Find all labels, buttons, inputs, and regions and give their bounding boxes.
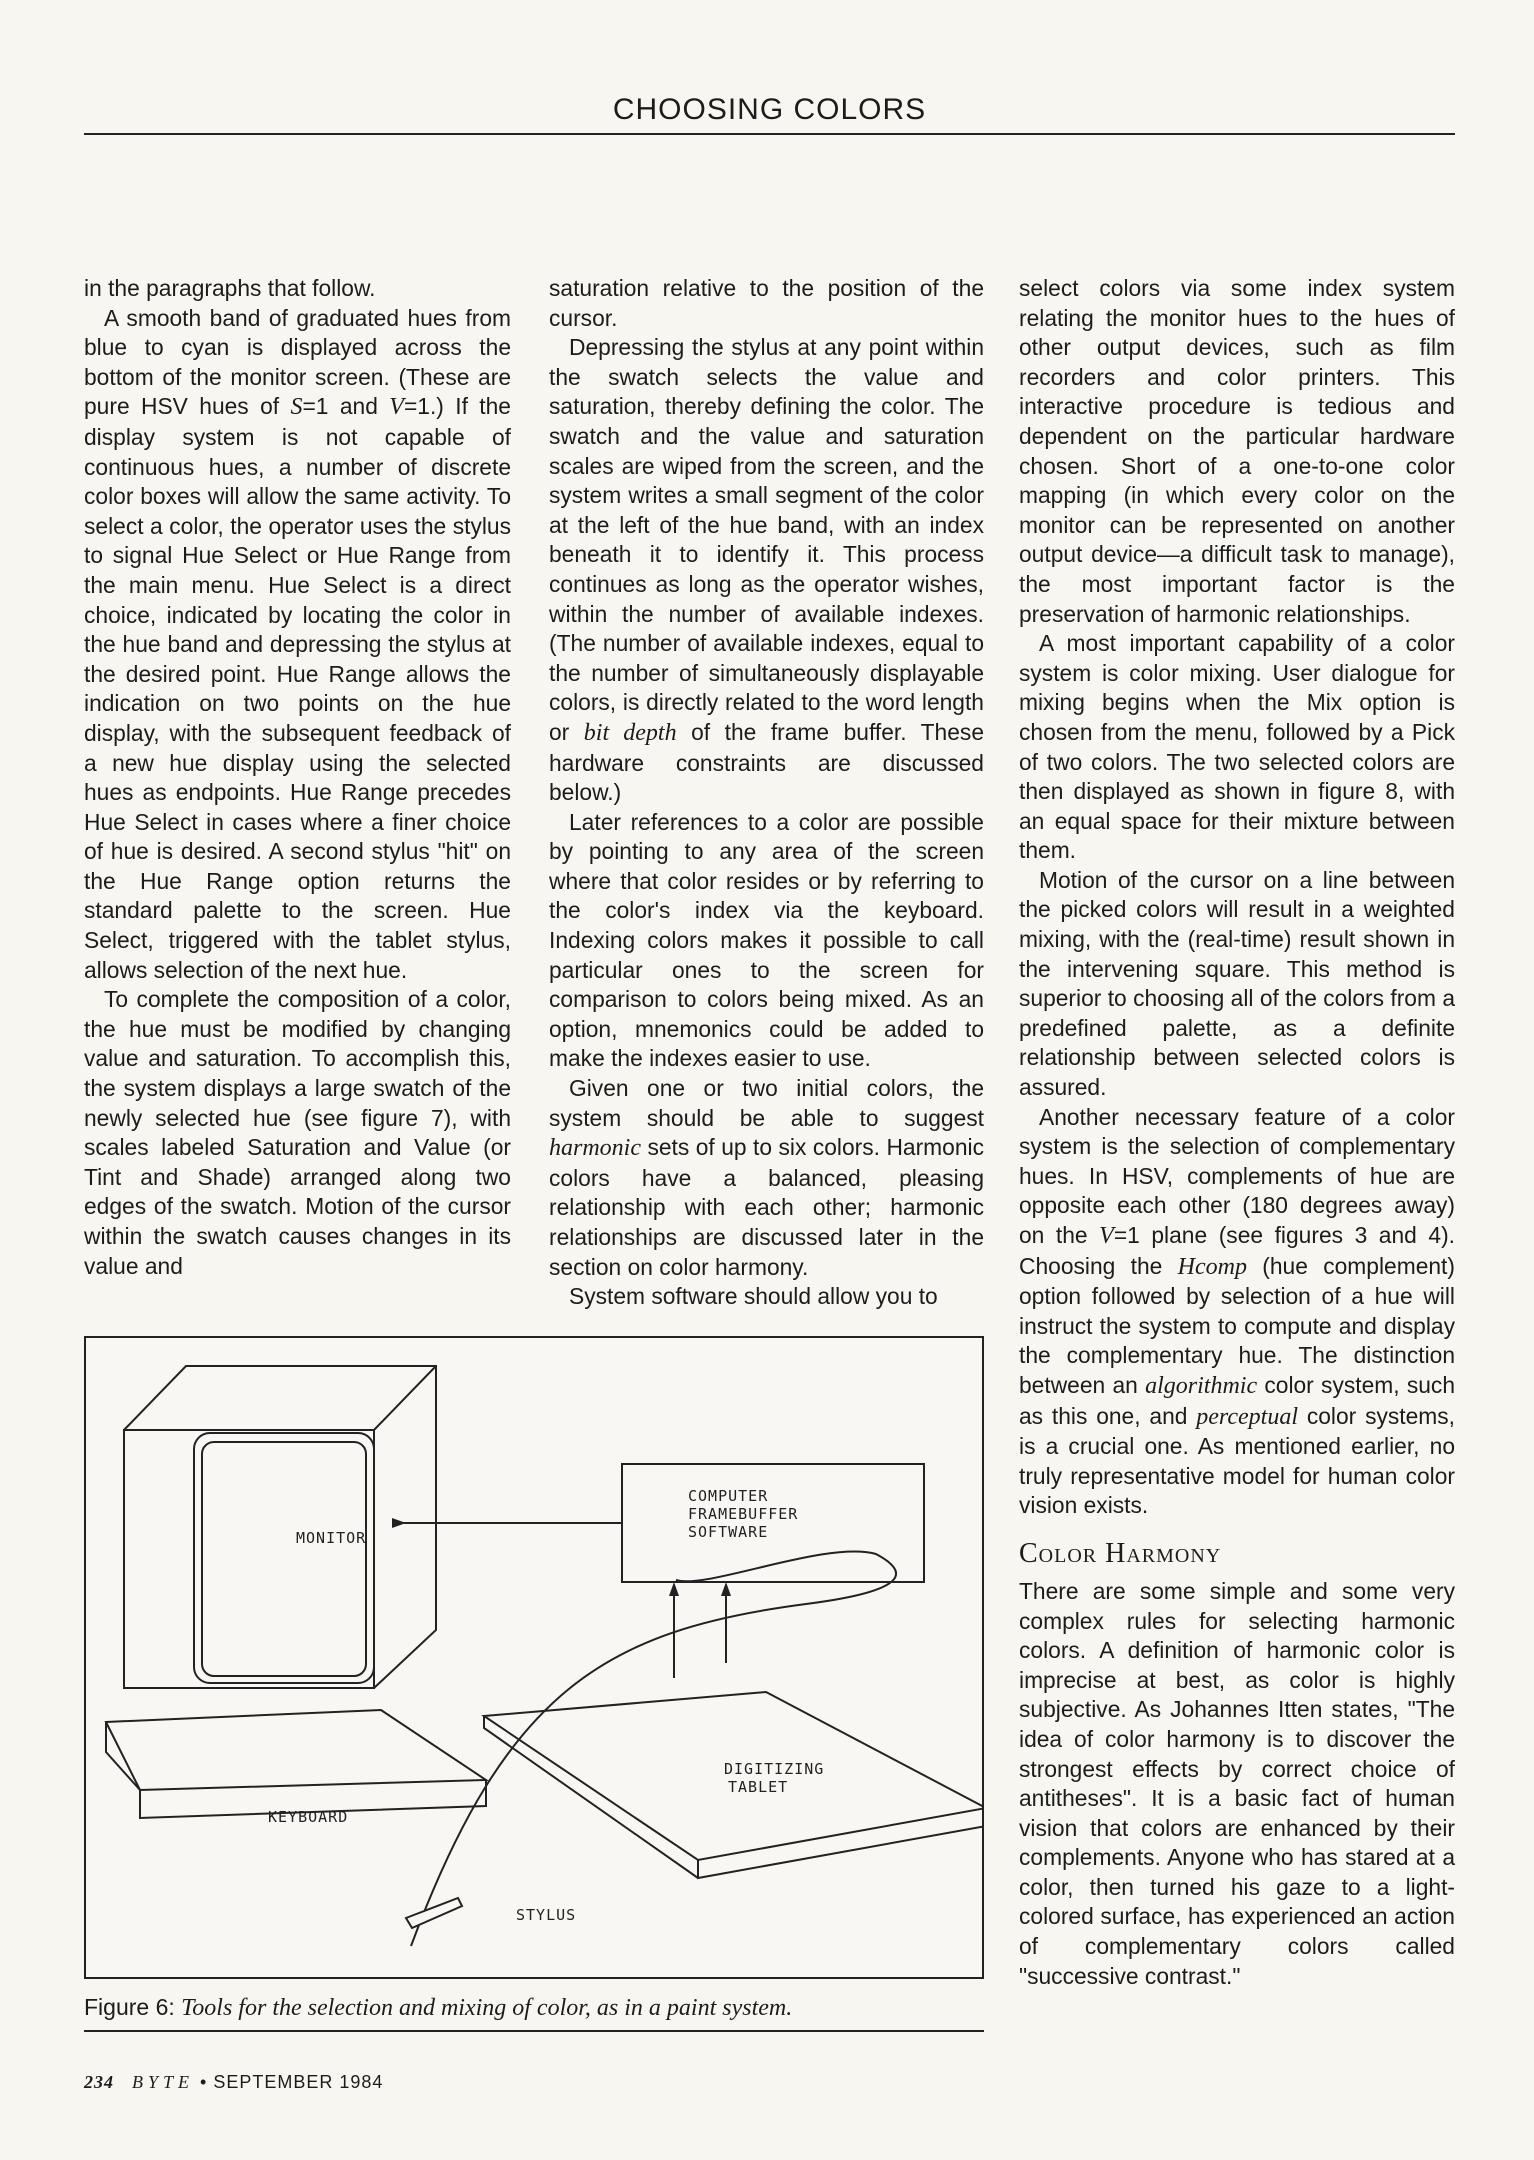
paragraph: System software should allow you to	[569, 1283, 938, 1310]
label-monitor: MONITOR	[296, 1529, 367, 1547]
page-number: 234	[84, 2072, 114, 2092]
label-stylus: STYLUS	[516, 1906, 577, 1924]
label-digitizing: DIGITIZING	[724, 1760, 825, 1778]
section-heading: Color Harmony	[1019, 1537, 1222, 1569]
figure-illustration	[86, 1338, 982, 1977]
paragraph: A most important capability of a color system is color mixing. User dialogue for mixing begins when the Mix option is chosen from the menu, followed by a Pick of two colors. The two selected colors are then displayed as shown in figure 8, with an equal space for their mixture between them.	[1019, 630, 1455, 864]
figure-6	[84, 1336, 984, 1979]
header-rule	[84, 133, 1455, 135]
label-framebuffer: FRAMEBUFFER	[688, 1505, 799, 1523]
label-software: SOFTWARE	[688, 1523, 769, 1541]
arrow-head	[721, 1582, 731, 1596]
caption-label: Figure 6:	[84, 1994, 175, 2020]
paragraph: Later references to a color are possible by pointing to any area of the screen where that color resides or by referring to the color's index via the keyboard. Indexing colors makes it possible to call particular ones to the screen for comparison to colors being mixed. As an option, mnemonics could be added to make the indexes easier to use.	[549, 808, 984, 1072]
page-footer	[84, 2072, 383, 2093]
paragraph: saturation relative to the position of the cursor.	[549, 275, 984, 331]
arrow-head	[669, 1582, 679, 1596]
paragraph: in the paragraphs that follow.	[84, 275, 376, 301]
stylus	[406, 1898, 462, 1928]
text-column-3	[1019, 274, 1455, 1991]
paragraph: Motion of the cursor on a line between the picked colors will result in a weighted mixing, with the (real-time) result shown in the intervening square. This method is superior to choosing all of the colors from a predefined palette, as a definite relationship between selected colors is assured.	[1019, 866, 1455, 1101]
paragraph: Another necessary feature of a color system is the selection of complementary hues. In HSV, complements of hue are opposite each other (180 degrees away) on the V=1 plane (see figures 3 and 4). Choosing the Hcomp (hue complement) option followed by selection of a hue will instruct the system to compute and display the complementary hue. The distinction between an algorithmic color system, such as this one, and perceptual color systems, is a crucial one. As mentioned earlier, no truly representative model for human color vision exists.	[1019, 1103, 1456, 1519]
label-tablet: TABLET	[728, 1778, 789, 1796]
paragraph: To complete the composition of a color, the hue must be modified by changing value and saturation. To accomplish this, the system displays a large swatch of the newly selected hue (see figure 7), with scales labeled Saturation and Value (or Tint and Shade) arranged along two edges of the swatch. Motion of the cursor within the swatch causes changes in its value and	[84, 986, 511, 1279]
text-column-2	[549, 274, 984, 1312]
label-computer: COMPUTER	[688, 1487, 769, 1505]
issue-date: • SEPTEMBER 1984	[200, 2072, 384, 2092]
running-header: CHOOSING COLORS	[612, 93, 927, 126]
keyboard	[106, 1710, 486, 1790]
paragraph: Depressing the stylus at any point within the swatch selects the value and saturation, thereby defining the color. The swatch and the value and saturation scales are wiped from the screen, and the system writes a small segment of the color at the left of the hue band, with an index beneath it to identify it. This process continues as long as the operator wishes, within the number of available indexes. (The number of available indexes, equal to the number of simultaneously displayable colors, is directly related to the word length or bit depth of the frame buffer. These hardware constraints are discussed below.)	[549, 334, 984, 806]
figure-caption	[84, 1992, 984, 2023]
paragraph: Given one or two initial colors, the system should be able to suggest harmonic sets of up to six colors. Harmonic colors have a balanced, pleasing relationship with each other; harmonic relationships are discussed later in the section on color harmony.	[549, 1075, 984, 1280]
paragraph: There are some simple and some very complex rules for selecting harmonic colors. A definition of harmonic color is imprecise at best, as color is highly subjective. As Johannes Itten states, "The idea of color harmony is to discover the strongest effects by correct choice of antitheses". It is a basic fact of human vision that colors are enhanced by their complements. Anyone who has stared at a color, then turned his gaze to a light-colored surface, has experienced an action of complementary colors called "successive contrast."	[1019, 1577, 1455, 1989]
label-keyboard: KEYBOARD	[268, 1808, 349, 1826]
monitor-screen-outer	[194, 1433, 374, 1683]
paragraph: select colors via some index system relating the monitor hues to the hues of other output devices, such as film recorders and color printers. This interactive procedure is tedious and dependent on the particular hardware chosen. Short of a one-to-one color mapping (in which every color on the monitor can be represented on another output device—a difficult task to manage), the most important factor is the preservation of harmonic relationships.	[1019, 275, 1455, 627]
caption-text: Tools for the selection and mixing of color, as in a paint system.	[181, 1995, 793, 2021]
magazine-name: BYTE	[132, 2072, 195, 2092]
paragraph: A smooth band of graduated hues from blue to cyan is displayed across the bottom of the monitor screen. (These are pure HSV hues of S=1 and V=1.) If the display system is not capable of continuous hues, a number of discrete color boxes will allow the same activity. To select a color, the operator uses the stylus to signal Hue Select or Hue Range from the main menu. Hue Select is a direct choice, indicated by locating the color in the hue band and depressing the stylus at the desired point. Hue Range allows the indication on two points on the hue display, with the subsequent feedback of a new hue display using the selected hues as endpoints. Hue Range precedes Hue Select in cases where a finer choice of hue is desired. A second stylus "hit" on the Hue Range option returns the standard palette to the screen. Hue Select, triggered with the tablet stylus, allows selection of the next hue.	[84, 304, 511, 983]
text-column-1	[84, 274, 511, 1281]
caption-rule	[84, 2030, 984, 2032]
